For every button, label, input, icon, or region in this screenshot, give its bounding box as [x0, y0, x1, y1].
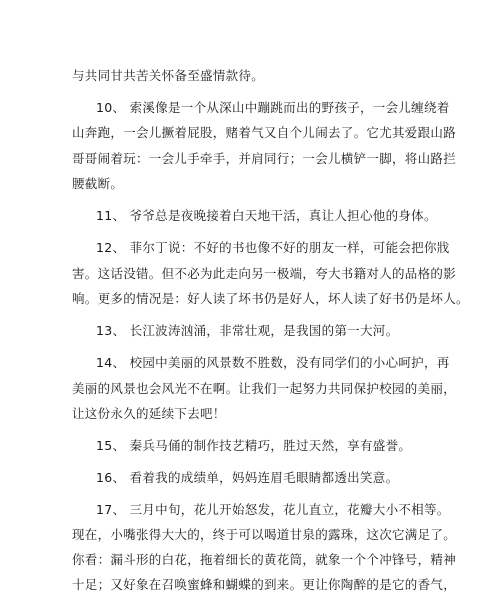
- paragraph-10-line-1: 10、 索溪像是一个从深山中蹦跳而出的野孩子，一会儿缠绕着: [96, 100, 450, 115]
- paragraph-12-line-2: 害。这话没错。但不必为此走向另一极端，夸大书籍对人的品格的影: [72, 266, 457, 281]
- paragraph-10-line-4: 腰截断。: [72, 176, 124, 191]
- paragraph-10-line-2: 山奔跑，一会儿撅着屁股，赌着气又自个儿闹去了。它尤其爱跟山路: [72, 125, 457, 140]
- paragraph-15: 15、 秦兵马俑的制作技艺精巧，胜过天然，享有盛誉。: [96, 438, 412, 453]
- paragraph-17-line-3: 你看：漏斗形的白花，拖着细长的黄花筒，就象一个个冲锋号，精神: [72, 552, 457, 567]
- paragraph-17-line-2: 现在，小嘴张得大大的，终于可以喝道甘泉的露珠，这次它满足了。: [72, 527, 457, 542]
- paragraph-17-line-1: 17、 三月中旬，花儿开始怒发，花儿直立，花瓣大小不相等。: [96, 502, 450, 517]
- paragraph-13: 13、 长江波涛汹涌，非常壮观，是我国的第一大河。: [96, 323, 399, 338]
- paragraph-12-line-3: 响。更多的情况是：好人读了坏书仍是好人，坏人读了好书仍是坏人。: [72, 291, 469, 306]
- paragraph-14-line-2: 美丽的风景也会风光不在啊。让我们一起努力共同保护校园的美丽，: [72, 381, 457, 396]
- paragraph-11: 11、 爷爷总是夜晚接着白天地干活，真让人担心他的身体。: [96, 208, 437, 223]
- paragraph-14-line-3: 让这份永久的延续下去吧！: [72, 406, 226, 421]
- paragraph-14-line-1: 14、 校园中美丽的风景数不胜数，没有同学们的小心呵护，再: [96, 355, 450, 370]
- paragraph-12-line-1: 12、 菲尔丁说：不好的书也像不好的朋友一样，可能会把你戕: [96, 240, 450, 255]
- paragraph-16: 16、 看着我的成绩单，妈妈连眉毛眼睛都透出笑意。: [96, 470, 399, 485]
- paragraph-17-line-4: 十足；又好象在召唤蜜蜂和蝴蝶的到来。更让你陶醉的是它的香气，: [72, 577, 457, 592]
- text-line: 与共同甘共苦关怀备至盛情款待。: [72, 68, 265, 83]
- paragraph-10-line-3: 哥哥闹着玩：一会儿手牵手，并肩同行；一会儿横铲一脚，将山路拦: [72, 151, 457, 166]
